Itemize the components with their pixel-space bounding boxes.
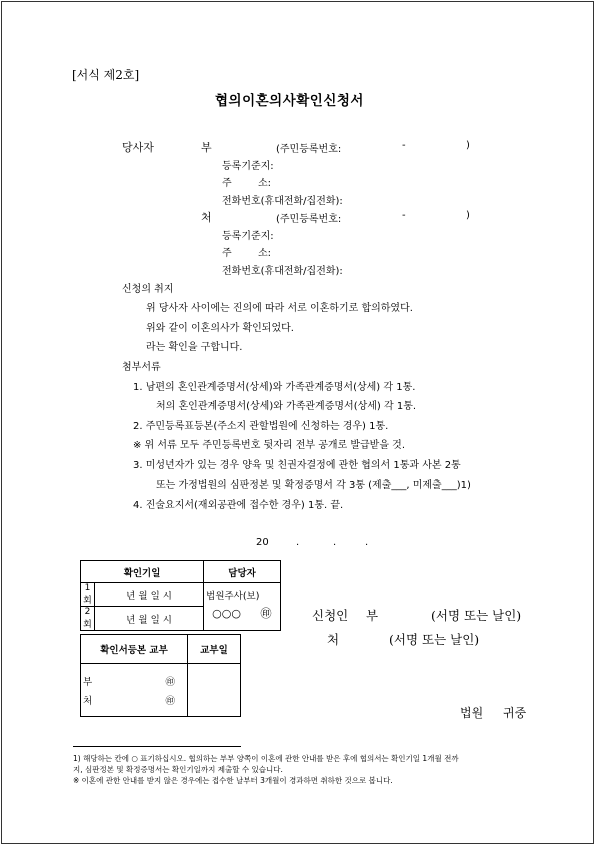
wife-phone-label: 전화번호(휴대전화/집전화): (222, 266, 343, 277)
wife-rrn-label: (주민등록번호: (276, 214, 342, 225)
date-dot: . (296, 537, 300, 548)
round-label: 2회 (81, 607, 95, 631)
husband-role: 부 (201, 141, 212, 154)
husband-rrn-label: (주민등록번호: (276, 144, 342, 155)
delivery-header: 확인서등본 교부 (81, 635, 188, 664)
husband-registry-label: 등록기준지: (222, 161, 274, 172)
attachment-note: ※ 위 서류 모두 주민등록번호 뒷자리 전부 공개로 발급받을 것. (133, 440, 406, 451)
footnote-line: 지, 심판정본 및 확정증명서는 확인기일까지 제출할 수 있습니다. (73, 765, 283, 774)
court-addressee: 귀중 (503, 706, 527, 720)
certificate-delivery-table (80, 634, 241, 717)
officer-name: ○○○ (212, 607, 241, 620)
applicant-wife-sign: (서명 또는 날인) (389, 632, 480, 647)
husband-address-label-b: 소: (258, 178, 272, 189)
attachment-item: 2. 주민등록표등본(주소지 관할법원에 신청하는 경우) 1통. (133, 421, 389, 432)
attachment-item: 처의 혼인관계증명서(상세)와 가족관계증명서(상세) 각 1통. (156, 401, 417, 412)
purpose-heading: 신청의 취지 (122, 284, 174, 295)
footnote-line: ※ 이혼에 관한 안내를 받지 않은 경우에는 접수한 날부터 3개월이 경과하면 취하한 것으로 봅니다. (73, 776, 393, 785)
date-year: 20 (256, 537, 269, 548)
confirm-date-table (80, 560, 281, 631)
form-number: [서식 제2호] (72, 68, 140, 82)
date-dot: . (365, 537, 369, 548)
officer-header: 담당자 (204, 561, 281, 583)
court-name: 법원 (460, 706, 484, 720)
wife-rrn-close: ) (466, 210, 470, 221)
husband-rrn-dash: - (402, 140, 406, 151)
confirm-date-cell: 년 월 일 시 (95, 607, 204, 631)
purpose-line: 위 당사자 사이에는 진의에 따라 서로 이혼하기로 합의하였다. (146, 303, 413, 314)
wife-rrn-dash: - (402, 210, 406, 221)
attachment-item: 또는 가정법원의 심판정본 및 확정증명서 각 3통 (제출___, 미제출___)1) (156, 480, 471, 491)
husband-address-label-a: 주 (222, 178, 232, 189)
applicant-husband-role: 부 (366, 608, 379, 623)
officer-cell (204, 583, 281, 631)
applicant-label: 신청인 (312, 608, 349, 623)
delivery-date-cell (188, 664, 241, 717)
confirm-date-header: 확인기일 (81, 561, 204, 583)
attachment-item: 1. 남편의 혼인관계증명서(상세)와 가족관계증명서(상세) 각 1통. (133, 382, 416, 393)
parties-label: 당사자 (122, 141, 154, 154)
confirm-date-cell: 년 월 일 시 (95, 583, 204, 607)
wife-address-label-a: 주 (222, 248, 232, 259)
page-title: 협의이혼의사확인신청서 (215, 93, 364, 109)
attachment-item: 4. 진술요지서(재외공관에 접수한 경우) 1통. 끝. (133, 500, 344, 511)
husband-rrn-close: ) (466, 140, 470, 151)
officer-title: 법원주사(보) (206, 591, 260, 602)
delivery-role: 부 (83, 676, 93, 688)
husband-phone-label: 전화번호(휴대전화/집전화): (222, 196, 343, 207)
applicant-wife-role: 처 (327, 632, 340, 647)
wife-address-label-b: 소: (258, 248, 272, 259)
purpose-line: 위와 같이 이혼의사가 확인되었다. (146, 323, 294, 334)
footnote-separator (73, 746, 241, 747)
delivery-date-header: 교부일 (188, 635, 241, 664)
delivery-sign-cell (81, 664, 188, 717)
seal-mark: ㊞ (165, 695, 175, 707)
round-label: 1회 (81, 583, 95, 607)
wife-role: 처 (201, 211, 212, 224)
wife-registry-label: 등록기준지: (222, 231, 274, 242)
seal-mark: ㊞ (260, 607, 272, 620)
applicant-husband-sign: (서명 또는 날인) (431, 608, 522, 623)
footnote-line: 1) 해당하는 칸에 ○ 표기하십시오. 협의하는 부부 양쪽이 이혼에 관한 안내를 받은 후에 협의서는 확인기일 1개월 전까 (73, 754, 459, 763)
purpose-line: 라는 확인을 구합니다. (146, 342, 243, 353)
seal-mark: ㊞ (165, 676, 175, 688)
date-dot: . (333, 537, 337, 548)
attachments-heading: 첨부서류 (122, 362, 161, 373)
delivery-role: 처 (83, 695, 93, 707)
attachment-item: 3. 미성년자가 있는 경우 양육 및 친권자결정에 관한 협의서 1통과 사본 2통 (133, 460, 461, 471)
